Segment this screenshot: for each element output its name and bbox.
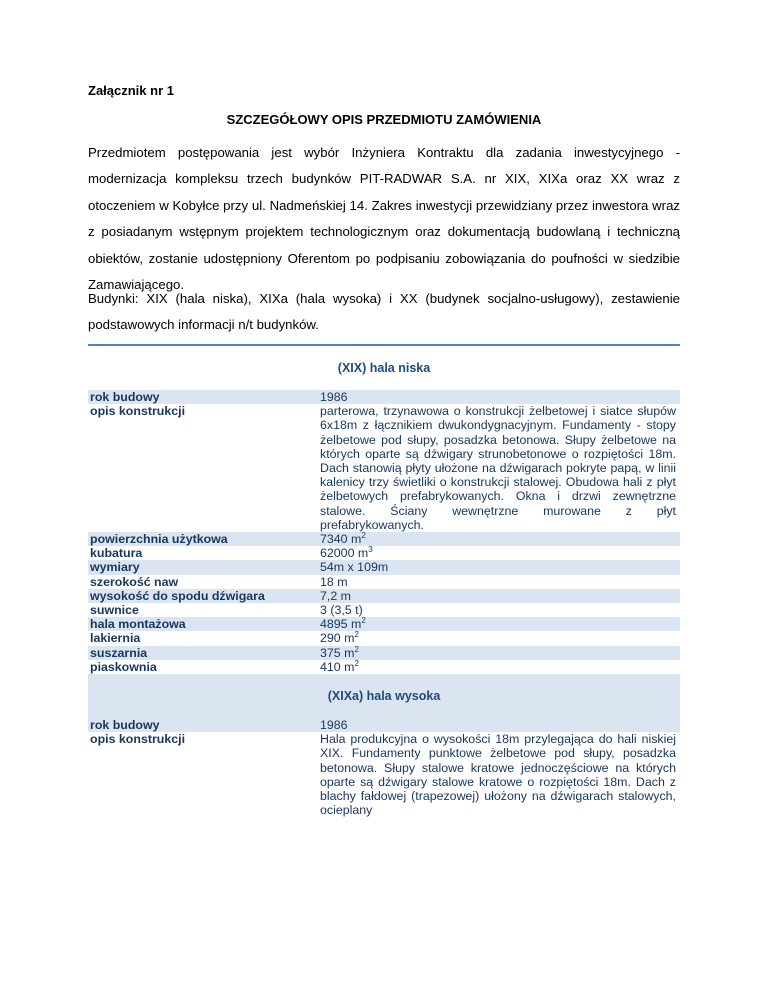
unit-exponent: 2 [354, 658, 359, 668]
row-label: suszarnia [90, 645, 148, 660]
row-value [304, 575, 680, 589]
row-value [304, 631, 680, 645]
row-value-text: 18 m [320, 574, 348, 589]
row-value [304, 390, 680, 404]
row-label: rok budowy [90, 718, 160, 733]
row-value [304, 546, 680, 560]
unit-exponent: 2 [354, 630, 359, 640]
row-value [304, 603, 680, 617]
row-value-text: 410 m [320, 659, 355, 674]
row-value-text: 7340 m [320, 532, 362, 547]
row-value [304, 646, 680, 660]
row-label: piaskownia [90, 659, 157, 674]
document-heading: SZCZEGÓŁOWY OPIS PRZEDMIOTU ZAMÓWIENIA [226, 112, 542, 127]
row-value-text: 4895 m [320, 617, 362, 632]
annex-title: Załącznik nr 1 [88, 83, 174, 98]
row-label: powierzchnia użytkowa [90, 532, 228, 547]
row-label: wysokość do spodu dźwigara [90, 588, 265, 603]
row-label: wymiary [90, 560, 140, 575]
row-value-text: 7,2 m [320, 588, 351, 603]
row-label: rok budowy [90, 390, 160, 404]
row-label: opis konstrukcji [90, 732, 186, 747]
row-value-text: 290 m [320, 631, 355, 646]
table-row [88, 404, 680, 532]
row-value [304, 718, 680, 732]
intro-paragraph: Przedmiotem postępowania jest wybór Inżyniera Kontraktu dla zadania inwestycyjnego - modernizacja kompleksu trzech budynków PIT-RADWAR S.A. nr XIX, XIXa oraz XX wraz z otoczeniem w Kobyłce przy ul. Nadmeńskiej 14. Zakres inwestycji przewidziany przez inwestora wraz z posiadanym wstępnym projektem technologicznym oraz dokumentacją budowlaną i techniczną obiektów, zostanie udostępniony Oferentom po podpisaniu zobowiązania do poufności w siedzibie Zamawiającego. [88, 145, 680, 293]
section-xix-rows [88, 390, 680, 674]
row-value [304, 617, 680, 631]
unit-exponent: 3 [368, 545, 373, 555]
row-label: suwnice [90, 603, 139, 618]
row-value [304, 404, 680, 532]
table-row [88, 575, 680, 589]
section-xixa-title: (XIXa) hala wysoka [88, 674, 680, 718]
table-row [88, 603, 680, 617]
row-label: opis konstrukcji [90, 404, 186, 419]
row-value-text: parterowa, trzynawowa o konstrukcji żelbetowej i siatce słupów 6x18m z łącznikiem dwukondygnacyjnym. Fundamenty - stopy żelbetowe pod słupy, posadzka betonowa. Słupy żelbetowe na których oparte są dźwigary strunobetonowe o rozpiętości 18m. Dach stanowią płyty ułożone na dźwigarach pokryte papą, w linii kalenicy trzy świetliki o konstrukcji stalowej. Obudowa hali z płyt żelbetowych prefabrykowanych. Okna i drzwi zewnętrzne stalowe. Ściany wewnętrzne murowane z płyt prefabrykowanych. [320, 404, 676, 532]
table-row [88, 660, 680, 674]
buildings-table [88, 344, 680, 817]
table-row [88, 546, 680, 560]
unit-exponent: 2 [354, 644, 359, 654]
table-row [88, 718, 680, 732]
row-value-text: 3 (3,5 t) [320, 603, 363, 618]
table-row [88, 589, 680, 603]
row-value-text: 62000 m [320, 546, 369, 561]
row-value [304, 660, 680, 674]
row-label: lakiernia [90, 631, 141, 646]
row-value [304, 560, 680, 574]
section-xix-title: (XIX) hala niska [337, 361, 431, 375]
buildings-paragraph: Budynki: XIX (hala niska), XIXa (hala wysoka) i XX (budynek socjalno-usługowy), zestawienie podstawowych informacji n/t budynków. [88, 291, 680, 333]
unit-exponent: 2 [361, 616, 366, 626]
table-row [88, 532, 680, 546]
row-value [304, 732, 680, 817]
row-value [304, 589, 680, 603]
row-value [304, 532, 680, 546]
table-row [88, 646, 680, 660]
row-value-text: 1986 [320, 718, 348, 733]
row-value-text: 1986 [320, 390, 348, 404]
section-xixa-rows [88, 718, 680, 817]
row-value-text: 54m x 109m [320, 560, 389, 575]
table-row [88, 732, 680, 817]
row-label: hala montażowa [90, 617, 186, 632]
table-row [88, 390, 680, 404]
table-row [88, 560, 680, 574]
row-value-text: 375 m [320, 645, 355, 660]
row-label: kubatura [90, 546, 143, 561]
table-row [88, 631, 680, 645]
unit-exponent: 2 [361, 530, 366, 540]
row-label: szerokość naw [90, 574, 179, 589]
table-row [88, 617, 680, 631]
row-value-text: Hala produkcyjna o wysokości 18m przylegająca do hali niskiej XIX. Fundamenty punktowe żelbetowe pod słupy, posadzka betonowa. Słupy stalowe kratowe jednoczęściowe na których oparte są dźwigary stalowe kratowe o rozpiętości 18m. Dach z blachy fałdowej (trapezowej) ułożony na dźwigarach stalowych, ocieplany [320, 732, 676, 818]
